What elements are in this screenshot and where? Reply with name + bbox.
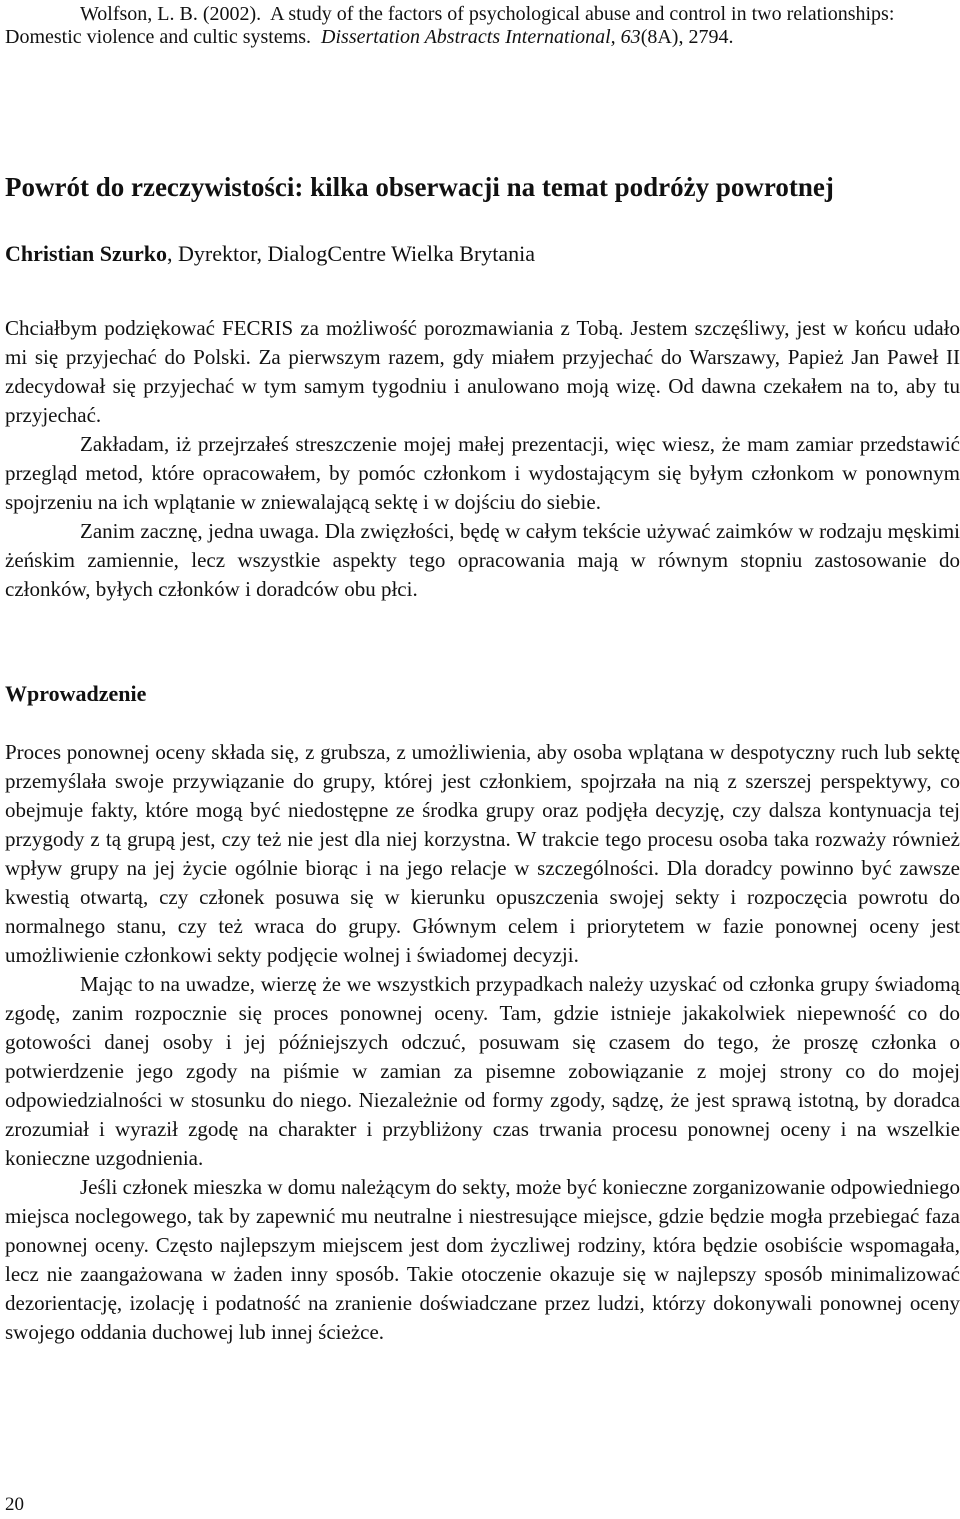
intro-section xyxy=(5,314,960,604)
section-paragraph-2: Mając to na uwadze, wierzę że we wszystkich przypadkach należy uzyskać od członka grupy świadomą zgodę, zanim rozpocznie się proces ponownej oceny. Tam, gdzie istnieje jakakolwiek niepewność co do gotowości danej osoby i jej późniejszych odczuć, posuwam się czasem do tego, że proszę członka o potwierdzenie jego zgody na piśmie w zamian za pisemne zobowiązanie z mojej strony co do mojej odpowiedzialności w stosunku do niego. Niezależnie od formy zgody, sądzę, że jest sprawą istotną, by doradca zrozumiał i wyraził zgodę na charakter i przybliżony czas trwania procesu ponownej oceny i na wszelkie konieczne uzgodnienia. xyxy=(5,972,960,1170)
author-affiliation: , Dyrektor, DialogCentre Wielka Brytania xyxy=(166,241,536,266)
intro-paragraph-2: Zakładam, iż przejrzałeś streszczenie mojej małej prezentacji, więc wiesz, że mam zamiar przedstawić przegląd metod, które opracowałem, by pomóc członkom i wydostającym się byłym członkom w ponownym spojrzeniu na ich wplątanie w zniewalającą sektę i w dojściu do siebie. xyxy=(5,432,960,514)
section-paragraph-1: Proces ponownej oceny składa się, z grubsza, z umożliwienia, aby osoba wplątana w despotyczny ruch lub sektę przemyślała swoje przywiązanie do grupy, której jest członkiem, spojrzała na nią z szerszej perspektywy, co obejmuje fakty, które mogą być niedostępne ze środka grupy oraz podjęła decyzję, czy dalsza kontynuacja tej przygody z tą grupą jest, czy też nie jest dla niej korzystna. W trakcie tego procesu osoba taka rozważy również wpływ grupy na jej życie ogólnie biorąc i na jego relacje w szczególności. Dla doradcy powinno być zawsze kwestią otwartą, czy członek posuwa się w kierunku opuszczenia swojej sekty i rozpoczęcia powrotu do normalnego stanu, czy też wraca do grupy. Głównym celem i priorytetem w fazie ponownej oceny jest umożliwienie członkowi sekty podjęcie wolnej i świadomej decyzji. xyxy=(5,740,960,967)
article-title: Powrót do rzeczywistości: kilka obserwacji na temat podróży powrotnej xyxy=(5,172,834,202)
reference-journal: Dissertation Abstracts International, 63 xyxy=(321,26,641,48)
author-name: Christian Szurko xyxy=(5,241,167,266)
section-paragraph-3: Jeśli członek mieszka w domu należącym do sekty, może być konieczne zorganizowanie odpowiedniego miejsca noclegowego, tak by zapewnić mu neutralne i niestresujące miejsce, gdzie będzie mogła przebiegać faza ponownej oceny. Często najlepszym miejscem jest dom życzliwej rodziny, która będzie osobiście wspomagała, lecz nie zaangażowana w żaden inny sposób. Takie otoczenie okazuje się w najlepszy sposób minimalizować dezorientację, izolację i podatność na zranienie doświadczane przez ludzi, którzy dokonywali ponownej oceny swojego oddania duchowej lub innej ścieżce. xyxy=(5,1175,960,1344)
section-heading: Wprowadzenie xyxy=(5,681,147,706)
reference-authors: Wolfson, L. B. (2002). xyxy=(80,3,262,25)
reference-issue: (8A), 2794. xyxy=(640,26,734,48)
page-number: 20 xyxy=(5,1494,24,1515)
reference-entry xyxy=(5,3,960,49)
document-page xyxy=(5,0,960,1519)
author-line xyxy=(5,240,535,268)
reference-text xyxy=(5,3,960,49)
intro-paragraph-3: Zanim zacznę, jedna uwaga. Dla zwięzłości, będę w całym tekście używać zaimków w rodzaju męskimi żeńskim zamiennie, lecz wszystkie aspekty tego opracowania mają w równym stopniu zastosowanie do członków, byłych członków i doradców obu płci. xyxy=(5,519,960,601)
introduction-section xyxy=(5,738,960,1347)
reference-title: A study of the factors of psychological abuse and control in two relationships: Domestic violence and cultic systems. xyxy=(5,3,895,48)
intro-paragraph-1: Chciałbym podziękować FECRIS za możliwość porozmawiania z Tobą. Jestem szczęśliwy, jest w końcu udało mi się przyjechać do Polski. Za pierwszym razem, gdy miałem przyjechać do Warszawy, Papież Jan Paweł II zdecydował się przyjechać w tym samym tygodniu i anulowano moją wizę. Od dawna czekałem na to, aby tu przyjechać. xyxy=(5,316,960,427)
